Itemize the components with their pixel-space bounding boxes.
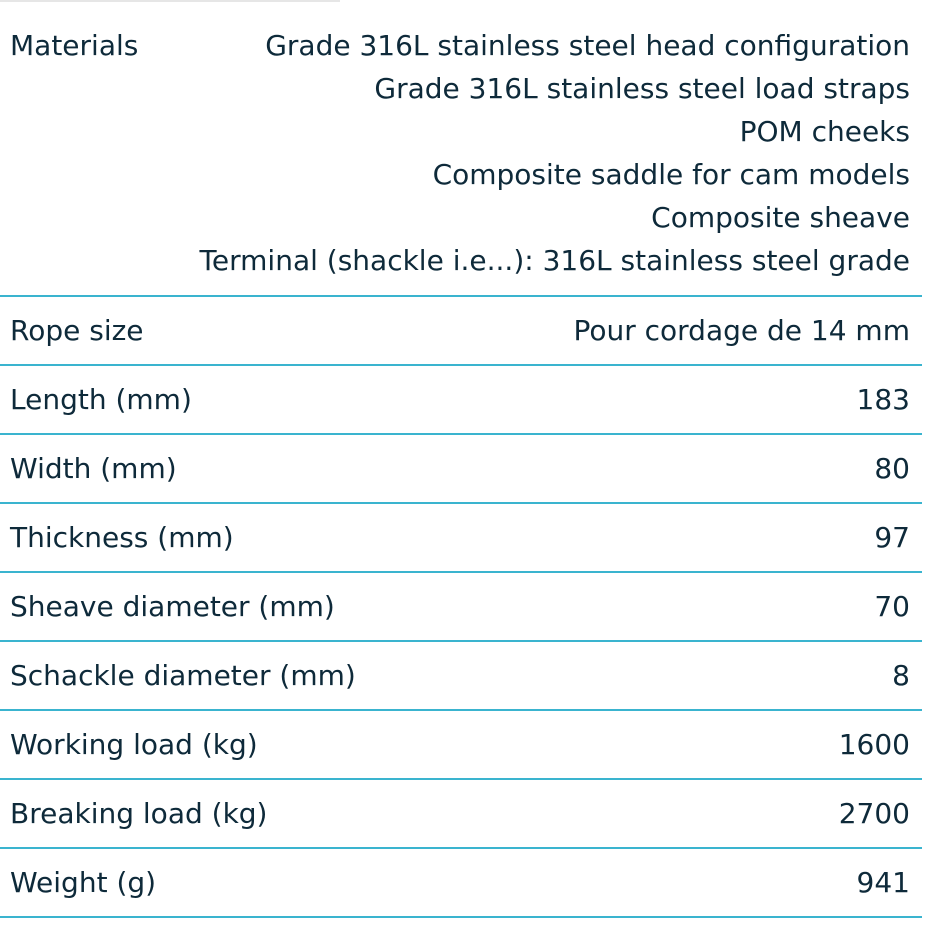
materials-item: Grade 316L stainless steel head configuration xyxy=(265,29,910,62)
spec-value: 80 xyxy=(874,452,910,485)
spec-row-materials xyxy=(0,0,922,297)
spec-row-working-load xyxy=(0,711,922,780)
materials-item: Composite sheave xyxy=(651,201,910,234)
spec-label: Width (mm) xyxy=(10,452,177,485)
materials-list xyxy=(200,24,910,282)
spec-row-width xyxy=(0,435,922,504)
spec-value: Pour cordage de 14 mm xyxy=(573,314,910,347)
spec-value: 70 xyxy=(874,590,910,623)
materials-item: Composite saddle for cam models xyxy=(432,158,910,191)
spec-row-thickness xyxy=(0,504,922,573)
spec-label: Rope size xyxy=(10,314,144,347)
spec-label: Schackle diameter (mm) xyxy=(10,659,356,692)
spec-label: Working load (kg) xyxy=(10,728,258,761)
spec-value: 97 xyxy=(874,521,910,554)
spec-label: Breaking load (kg) xyxy=(10,797,268,830)
spec-value: 1600 xyxy=(838,728,910,761)
spec-label: Sheave diameter (mm) xyxy=(10,590,335,623)
spec-value: 2700 xyxy=(838,797,910,830)
spec-row-breaking-load xyxy=(0,780,922,849)
spec-label: Length (mm) xyxy=(10,383,192,416)
spec-value: 183 xyxy=(856,383,910,416)
materials-item: POM cheeks xyxy=(739,115,910,148)
spec-value: 8 xyxy=(892,659,910,692)
spec-row-length xyxy=(0,366,922,435)
spec-row-shackle-diameter xyxy=(0,642,922,711)
spec-row-rope-size xyxy=(0,297,922,366)
spec-row-sheave-diameter xyxy=(0,573,922,642)
spec-value: 941 xyxy=(856,866,910,899)
spec-label: Thickness (mm) xyxy=(10,521,234,554)
materials-item: Grade 316L stainless steel load straps xyxy=(374,72,910,105)
spec-label: Materials xyxy=(10,29,139,62)
materials-item: Terminal (shackle i.e...): 316L stainless steel grade xyxy=(199,244,910,277)
spec-label: Weight (g) xyxy=(10,866,157,899)
spec-row-weight xyxy=(0,849,922,918)
